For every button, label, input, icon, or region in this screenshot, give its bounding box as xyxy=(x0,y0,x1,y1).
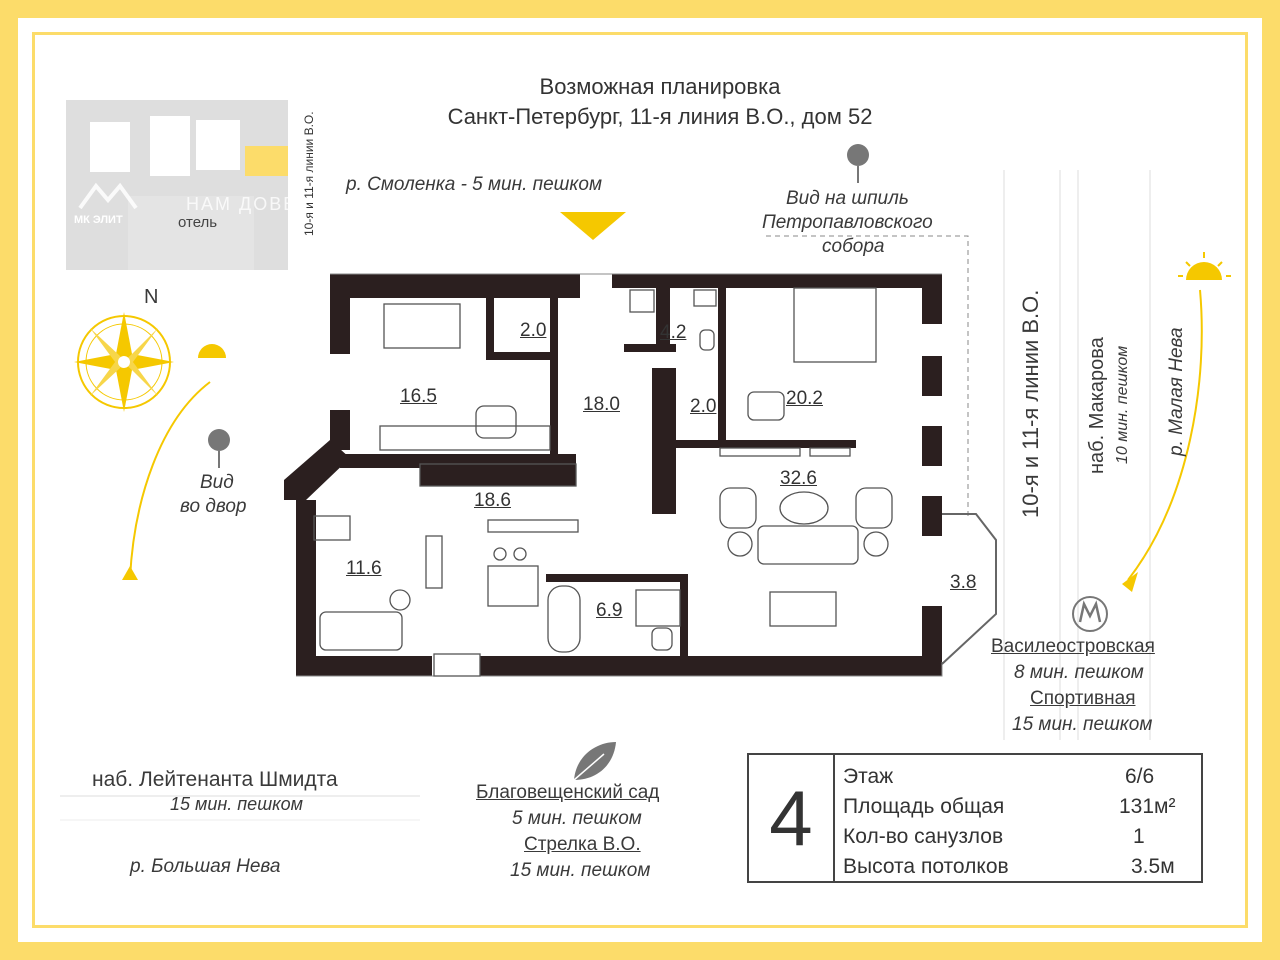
room-area-balcony: 3.8 xyxy=(950,572,977,593)
bolshaya-neva-label: р. Большая Нева xyxy=(130,856,281,877)
mini-map xyxy=(66,100,288,270)
room-area-closet1: 2.0 xyxy=(520,320,547,341)
floor-label: Этаж xyxy=(843,765,894,788)
rooms-count: 4 xyxy=(749,755,835,881)
room-area-bedroom2: 20.2 xyxy=(786,388,823,409)
room-area-bath1: 4.2 xyxy=(660,322,687,343)
baths-value: 1 xyxy=(1133,825,1145,848)
room-area-bath2: 6.9 xyxy=(596,600,623,621)
room-area-bedroom1: 16.5 xyxy=(400,386,437,407)
floor-value: 6/6 xyxy=(1125,765,1155,788)
sun-path-left xyxy=(130,382,210,578)
sun-arrow-left xyxy=(122,566,138,580)
baths-label: Кол-во санузлов xyxy=(843,825,1004,848)
north-label: N xyxy=(144,286,159,308)
metro-sportivnaya-time: 15 мин. пешком xyxy=(1012,714,1153,735)
compass-icon xyxy=(74,312,174,412)
spire-label-1: Вид на шпиль xyxy=(786,188,909,209)
area-value: 131м² xyxy=(1119,795,1176,818)
logo-text: МК ЭЛИТ xyxy=(74,214,123,226)
metro-vasileostrovskaya-time: 8 мин. пешком xyxy=(1014,662,1144,683)
street-lines-label: 10-я и 11-я линии В.О. xyxy=(1018,289,1043,518)
yard-view-label-1: Вид xyxy=(200,472,234,493)
sun-icon xyxy=(1178,252,1231,280)
yard-view-label-2: во двор xyxy=(180,496,247,517)
height-label: Высота потолков xyxy=(843,855,1009,878)
leaf-icon xyxy=(574,742,616,780)
metro-vasileostrovskaya: Василеостровская xyxy=(991,636,1155,657)
map-hotel-label: отель xyxy=(178,214,218,231)
height-value: 3.5м xyxy=(1131,855,1175,878)
garden-label: Благовещенский сад xyxy=(476,782,660,803)
logo-watermark: НАМ ДОВЕРЯЮТ xyxy=(186,194,358,214)
smolenka-label: р. Смоленка - 5 мин. пешком xyxy=(346,174,602,195)
schmidt-label: наб. Лейтенанта Шмидта xyxy=(92,768,338,791)
makarova-label: наб. Макарова xyxy=(1086,337,1108,474)
garden-time: 5 мин. пешком xyxy=(512,808,642,829)
sunset-icon xyxy=(198,344,226,358)
sun-arrow-right xyxy=(1122,572,1138,592)
room-area-hall: 18.0 xyxy=(583,394,620,415)
strelka-label: Стрелка В.О. xyxy=(524,834,641,855)
schmidt-time: 15 мин. пешком xyxy=(170,794,303,814)
spire-label-2: Петропавловского xyxy=(762,212,933,233)
page-subtitle-address: Санкт-Петербург, 11-я линия В.О., дом 52 xyxy=(447,104,873,129)
sun-path-right xyxy=(1128,290,1202,580)
page-title: Возможная планировка xyxy=(539,74,781,99)
pin-icon-spire xyxy=(847,144,869,183)
spire-label-3: собора xyxy=(822,236,885,257)
malaya-neva-label: р. Малая Нева xyxy=(1166,327,1187,456)
room-area-closet2: 2.0 xyxy=(690,396,717,417)
pin-icon-yard xyxy=(208,429,230,468)
apartment-info-box xyxy=(747,753,1203,883)
metro-sportivnaya: Спортивная xyxy=(1030,688,1136,709)
room-area-kitchen-room: 11.6 xyxy=(346,558,382,579)
room-area-living: 32.6 xyxy=(780,468,817,489)
entrance-arrow xyxy=(560,212,626,240)
area-label: Площадь общая xyxy=(843,795,1005,818)
map-street-label: 10-я и 11-я линии В.О. xyxy=(302,111,316,236)
makarova-time: 10 мин. пешком xyxy=(1114,345,1131,464)
room-area-corridor: 18.6 xyxy=(474,490,511,511)
strelka-time: 15 мин. пешком xyxy=(510,860,651,881)
